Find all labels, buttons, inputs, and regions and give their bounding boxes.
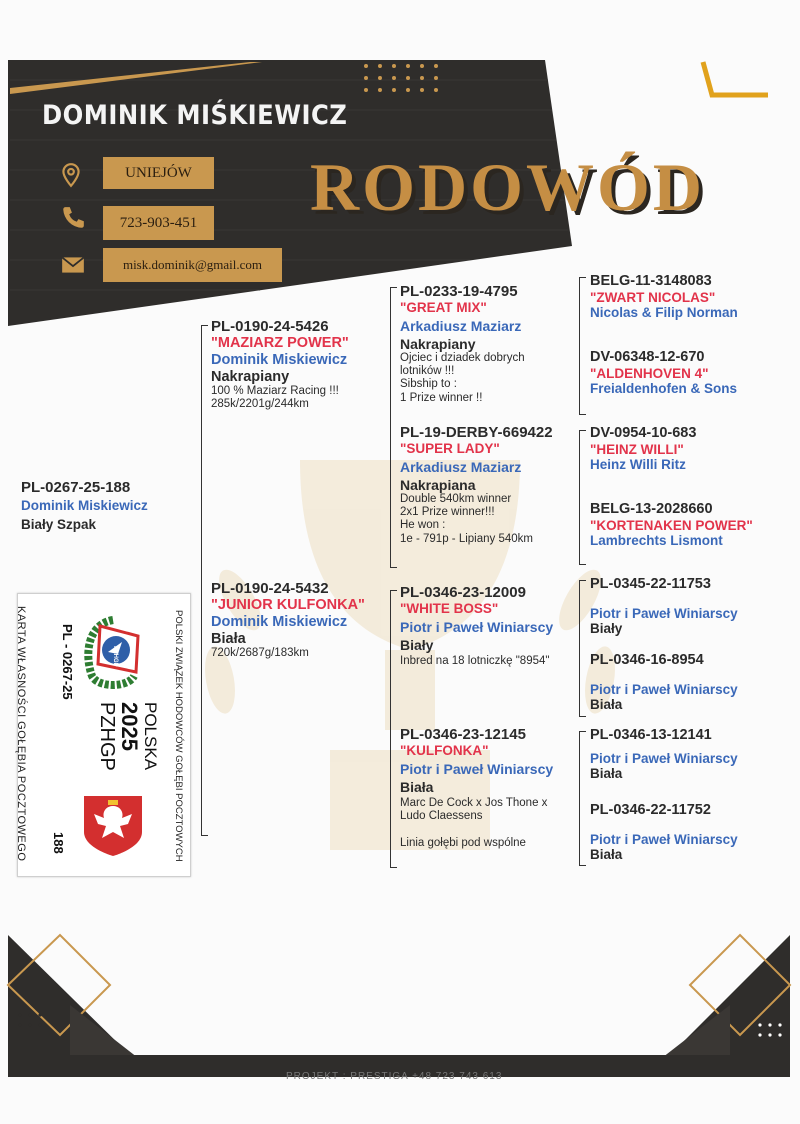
color: Nakrapiany [211,368,290,385]
note: lotników !!! [400,365,455,378]
note: 285k/2201g/244km [211,398,309,411]
great-grandparent [590,576,738,637]
card-caption: KARTA WŁASNOŚCI GOŁĘBIA POCZTOWEGO [15,606,27,862]
ring-number: PL-0267-25-188 [21,479,131,496]
breeder: Dominik Miskiewicz [211,613,348,630]
ring-number: DV-0954-10-683 [590,425,697,441]
logo-badge-text: PZHGP [112,646,118,667]
polish-eagle-emblem-icon [80,792,146,858]
note: 1e - 791p - Lipiany 540km [400,532,533,545]
page-title: RODOWÓD [310,149,705,225]
breeder: Nicolas & Filip Norman [590,305,738,321]
phone-box: 723-903-451 [103,206,214,240]
ring-number: PL-0346-16-8954 [590,652,704,668]
breeder: Arkadiusz Maziarz [400,458,522,475]
pigeon-name: "GREAT MIX" [400,300,487,316]
owner-name: DOMINIK MIŚKIEWICZ [42,100,348,131]
great-grandparent [590,425,696,473]
color: Biała [400,778,434,795]
note: Linia gołębi pod wspólne [400,837,526,850]
note: Ojciec i dziadek dobrych [400,351,525,364]
color: Biały [590,621,623,637]
note: 1 Prize winner !! [400,391,483,404]
ring-number: BELG-13-2028660 [590,501,713,517]
pigeon-name: "ALDENHOVEN 4" [590,365,709,381]
breeder: Heinz Willi Ritz [590,457,686,473]
ring-number: PL-0346-23-12145 [400,726,526,743]
card-year: 2025 [117,702,142,751]
dam-grandparents-bracket [390,590,397,868]
dam [211,580,365,660]
ggp-bracket-1 [579,277,586,415]
pigeon-name: "ZWART NICOLAS" [590,289,716,305]
sire-sire [400,283,525,405]
breeder: Piotr i Paweł Winiarscy [400,760,554,777]
note: 2x1 Prize winner!!! [400,506,495,519]
breeder: Arkadiusz Maziarz [400,317,522,334]
location-box: UNIEJÓW [103,157,214,189]
great-grandparent [590,802,738,863]
breeder: Piotr i Paweł Winiarscy [400,618,554,635]
breeder: Dominik Miskiewicz [21,498,148,514]
card-ring-prefix: PL - 0267-25 [60,624,75,700]
breeder: Lambrechts Lismont [590,533,723,549]
footer-text: PROJEKT : PRESTIGA +48 723 743 613 [286,1071,503,1082]
parents-bracket [201,325,208,836]
color: Biała [590,766,623,782]
ring-number: PL-0345-22-11753 [590,576,711,592]
ring-number: PL-0233-19-4795 [400,283,518,300]
ring-number: BELG-11-3148083 [590,273,712,289]
great-grandparent [590,652,738,713]
ring-number: PL-0190-24-5426 [211,318,329,335]
breeder: Dominik Miskiewicz [211,351,348,368]
phone-icon [60,205,86,231]
note: 720k/2687g/183km [211,647,309,660]
great-grandparent [590,273,738,321]
email-icon [60,252,86,278]
ggp-bracket-4 [579,731,586,866]
card-abbr: PZHGP [96,702,118,771]
card-org: POLSKI ZWIĄZEK HODOWCÓW GOŁĘBI POCZTOWYCH [173,610,184,862]
ggp-bracket-3 [579,580,586,717]
footer-decoration [0,925,800,1124]
breeder: Piotr i Paweł Winiarscy [590,605,738,621]
great-grandparent [590,727,738,782]
pigeon-name: "WHITE BOSS" [400,601,499,617]
ring-number: PL-19-DERBY-669422 [400,424,553,441]
pigeon-name: "SUPER LADY" [400,441,500,457]
ownership-card [17,593,191,877]
card-ring-number: 188 [51,832,66,854]
great-grandparent [590,349,737,397]
pigeon-name: "HEINZ WILLI" [590,441,684,457]
note: He won : [400,519,446,532]
main-pigeon [21,479,148,532]
ring-number: PL-0190-24-5432 [211,580,329,597]
pigeon-name: "JUNIOR KULFONKA" [211,597,365,614]
note: Ludo Claessens [400,810,483,823]
location-pin-icon [58,162,84,188]
breeder: Piotr i Paweł Winiarscy [590,831,738,847]
note: Inbred na 18 lotniczkę "8954" [400,654,550,667]
ring-number: PL-0346-13-12141 [590,727,712,743]
pigeon-name: "MAZIARZ POWER" [211,335,349,352]
ring-number: DV-06348-12-670 [590,349,705,365]
dam-dam [400,726,553,851]
color: Biały [400,636,434,653]
ring-number: PL-0346-23-12009 [400,584,526,601]
ring-number: PL-0346-22-11752 [590,802,711,818]
note: Sibship to : [400,378,457,391]
pigeon-name: "KULFONKA" [400,743,489,759]
breeder: Piotr i Paweł Winiarscy [590,681,738,697]
breeder: Piotr i Paweł Winiarscy [590,750,738,766]
color: Biała [590,697,623,713]
sire-grandparents-bracket [390,287,397,568]
note: Double 540km winner [400,492,512,505]
color: Nakrapiana [400,476,476,493]
card-country: POLSKA [141,702,160,771]
color: Biały Szpak [21,516,97,532]
note: 100 % Maziarz Racing !!! [211,385,339,398]
color: Biała [211,630,246,647]
sire-dam [400,424,553,546]
note: Marc De Cock x Jos Thone x [400,796,548,809]
ggp-bracket-2 [579,430,586,565]
dam-sire [400,584,553,668]
breeder: Freialdenhofen & Sons [590,381,738,397]
pigeon-name: "KORTENAKEN POWER" [590,517,753,533]
color: Biała [590,847,623,863]
sire [211,318,349,412]
email-box: misk.dominik@gmail.com [103,248,282,282]
color: Nakrapiany [400,335,476,352]
great-grandparent [590,501,753,549]
